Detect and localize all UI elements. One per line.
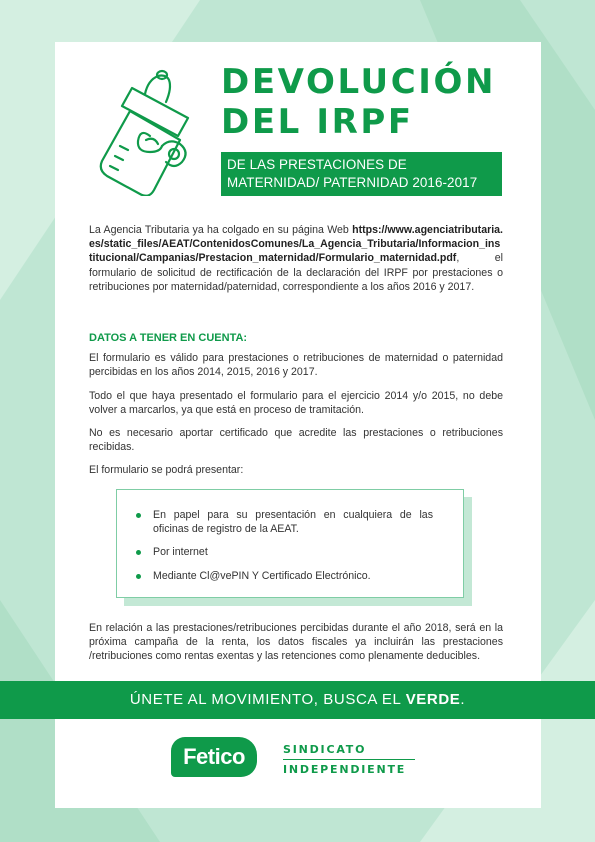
list-item (133, 508, 433, 536)
paragraph-already-submitted: Todo el que haya presentado el formulario para el ejercicio 2014 y/o 2015, no debe volver a marcarlos, ya que está en proceso de tramitación. (89, 390, 503, 417)
option-internet: Por internet (153, 546, 208, 559)
options-box (116, 489, 464, 598)
bullet-icon (136, 574, 141, 579)
tagline-line-2: INDEPENDIENTE (283, 763, 407, 776)
options-list (133, 508, 433, 592)
union-tagline (283, 741, 415, 778)
paragraph-submit-options: El formulario se podrá presentar: (89, 464, 244, 476)
option-clavepin: Mediante Cl@vePIN Y Certificado Electrónico. (153, 569, 371, 582)
bullet-icon (136, 513, 141, 518)
slogan-text: ÚNETE AL MOVIMIENTO, BUSCA EL (129, 691, 406, 708)
bullet-icon (136, 550, 141, 555)
slogan-emphasis: VERDE (405, 691, 461, 708)
fetico-logo: Fetico (171, 737, 257, 777)
title-line-2: DEL IRPF (221, 102, 414, 142)
title-line-1: DEVOLUCIÓN (221, 62, 497, 102)
section-heading: DATOS A TENER EN CUENTA: (89, 332, 248, 344)
paragraph-2018-note: En relación a las prestaciones/retribuciones percibidas durante el año 2018, será en la próxima campaña de la renta, los datos fiscales ya incluirán las prestaciones /retribuciones como rentas exentas y las retenciones como plenamente deducibles. (89, 622, 503, 663)
intro-text-start: La Agencia Tributaria ya ha colgado en su página Web (89, 224, 353, 236)
tagline-divider (283, 759, 415, 760)
slogan-end: . (460, 691, 466, 708)
subtitle-box (221, 152, 502, 196)
page-title (221, 62, 497, 142)
option-paper: En papel para su presentación en cualquiera de las oficinas de registro de la AEAT. (153, 509, 433, 536)
subtitle-line-1: DE LAS PRESTACIONES DE (227, 157, 407, 172)
list-item (133, 545, 433, 559)
subtitle-line-2: MATERNIDAD/ PATERNIDAD 2016-2017 (227, 175, 478, 190)
form-url-link[interactable]: https://www.agenciatributaria.es/static_files/AEAT/ContenidosComunes/La_Agencia_Tributaria/Informacion_institucional/Campanias/Prestacion_maternidad/Formulario_maternidad.pdf (89, 224, 503, 265)
baby-bottle-pacifier-icon (90, 66, 200, 196)
intro-paragraph (89, 223, 503, 294)
paragraph-valid-years: El formulario es válido para prestaciones o retribuciones de maternidad o paternidad percibidas en los años 2014, 2015, 2016 y 2017. (89, 352, 503, 379)
slogan-banner (0, 681, 595, 719)
paragraph-no-certificate: No es necesario aportar certificado que acredite las prestaciones o retribuciones recibidas. (89, 427, 503, 454)
tagline-line-1: SINDICATO (283, 743, 367, 756)
list-item (133, 569, 433, 583)
intro-text-end: , el formulario de solicitud de rectificación de la declaración del IRPF por prestaciones o retribuciones por maternidad/paternidad, correspondiente a los años 2016 y 2017. (89, 252, 503, 293)
